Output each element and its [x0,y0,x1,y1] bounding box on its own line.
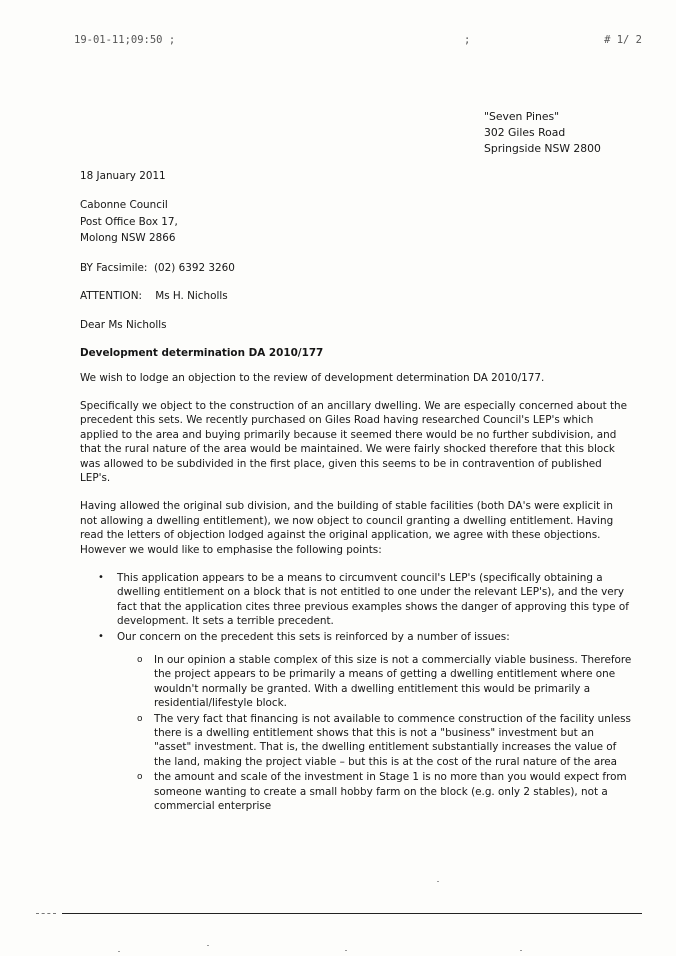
scan-speck [118,951,120,952]
letter-body [80,169,632,814]
fax-separator: ; [464,34,471,46]
subject-heading: Development determination DA 2010/177 [80,347,324,360]
scan-speck [520,950,522,951]
list-item [117,770,632,813]
sub-bullet-marker: o [137,772,143,783]
recipient-line: Cabonne Council [80,199,168,212]
list-item [117,712,632,770]
sender-address [484,109,601,157]
bullet-list [80,571,632,814]
sender-address-line: Springside NSW 2800 [484,142,601,155]
list-item [80,571,632,629]
list-item [80,630,632,814]
bullet-marker: • [98,572,104,583]
body-paragraph: Having allowed the original sub division, and the building of stable facilities (both DA's were explicit in not allowing a dwelling entitlement), we now object to council granting a dwelling entitlement. Having read the letters of objection lodged against the original application, we agree with these objections. However we would like to emphasise the following points: [80,500,614,556]
facsimile-line: BY Facsimile: (02) 6392 3260 [80,261,235,274]
salutation: Dear Ms Nicholls [80,318,167,331]
sender-address-line: 302 Giles Road [484,126,566,139]
body-paragraph: We wish to lodge an objection to the review of development determination DA 2010/177. [80,371,545,384]
scan-speck [345,950,347,951]
sub-bullet-text: In our opinion a stable complex of this size is not a commercially viable business. Therefore the project appears to be primarily a means of getting a dwelling entitlement where one wouldn't normally be granted. With a dwelling entitlement this would be primarily a residential/lifestyle block. [154,654,632,710]
fax-timestamp: 19-01-11;09:50 ; [74,34,176,46]
scan-speck [207,945,209,946]
fax-page-number: # 1/ 2 [604,34,642,46]
attention-line: ATTENTION: Ms H. Nicholls [80,290,228,303]
list-item [117,653,632,711]
sub-bullet-list [117,653,632,813]
recipient-line: Molong NSW 2866 [80,232,176,245]
recipient-address [80,197,632,247]
scan-speck [437,881,439,882]
sender-address-line: "Seven Pines" [484,110,560,123]
fax-header [74,34,642,50]
sub-bullet-text: The very fact that financing is not available to commence construction of the facility unless there is a dwelling entitlement shows that this is not a "business" investment but an "asset" investment. That is, the dwelling entitlement substantially increases the value of the land, making the project viable – but this is at the cost of the rural nature of the area [154,712,631,768]
bullet-text: This application appears to be a means to circumvent council's LEP's (specifically obtaining a dwelling entitlement on a block that is not entitled to one under the relevant LEP's), and the very fact that the application cites three previous examples shows the danger of approving this type of development. It sets a terrible precedent. [117,572,629,628]
letter-date: 18 January 2011 [80,170,166,182]
sub-bullet-text: the amount and scale of the investment in Stage 1 is no more than you would expect from someone wanting to create a small hobby farm on the block (e.g. only 2 stables), not a commercial enterprise [154,771,627,813]
page-bottom-rule [62,913,642,914]
recipient-line: Post Office Box 17, [80,215,178,228]
sub-bullet-marker: o [137,713,143,724]
bullet-text: Our concern on the precedent this sets is reinforced by a number of issues: [117,630,510,643]
bullet-marker: • [98,630,104,642]
scan-dash [36,913,56,914]
sub-bullet-marker: o [137,655,143,666]
body-paragraph: Specifically we object to the construction of an ancillary dwelling. We are especially concerned about the precedent this sets. We recently purchased on Giles Road having researched Council's LEP's which applied to the area and buying primarily because it seemed there would be no further subdivision, and that the rural nature of the area would be maintained. We were fairly shocked therefore that this block was allowed to be subdivided in the first place, given this seems to be in contravention of published LEP's. [80,399,627,484]
